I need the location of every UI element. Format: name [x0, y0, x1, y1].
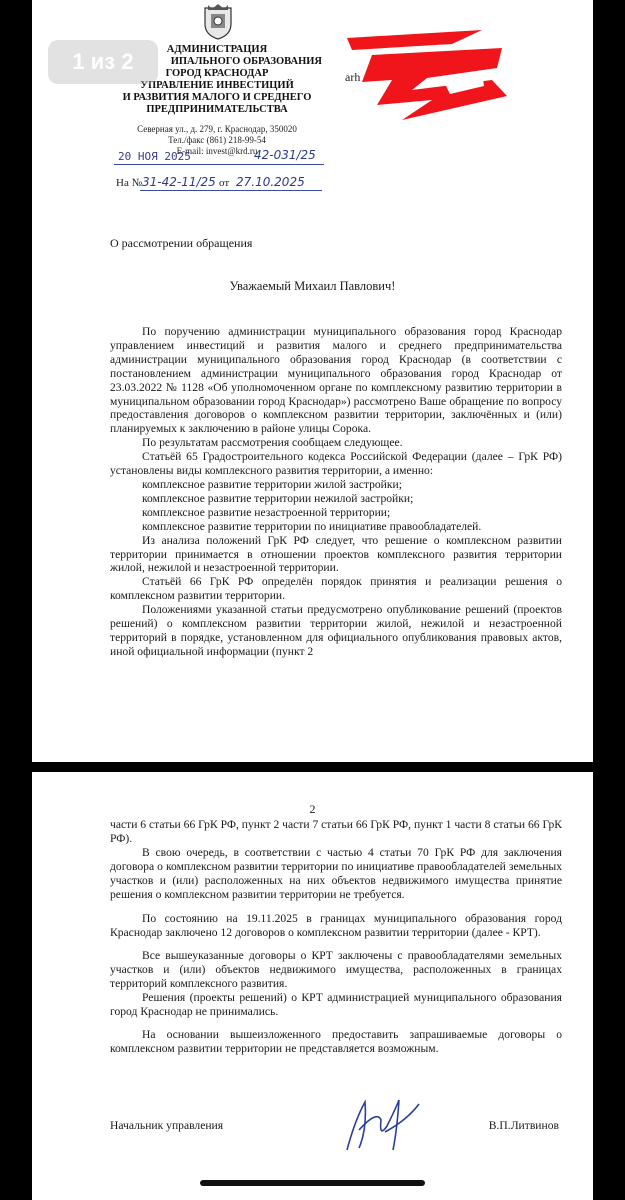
ref-number: 31-42-11/25 — [142, 175, 216, 189]
letter-greeting: Уважаемый Михаил Павлович! — [229, 279, 396, 293]
document-page-2 — [32, 772, 593, 1200]
ref-line — [140, 190, 322, 191]
letter-body-page-2 — [110, 818, 562, 1056]
ref-date: 27.10.2025 — [236, 175, 305, 189]
letter-body-page-1 — [110, 325, 562, 659]
registration-line — [114, 164, 324, 165]
document-page-1 — [32, 0, 593, 762]
letterhead-line: АДМИНИСТРАЦИЯ — [166, 44, 268, 55]
paragraph: Статьёй 65 Градостроительного кодекса Российской Федерации (далее – ГрК РФ) установлены виды комплексного развития территории, а именно: — [110, 450, 562, 478]
paragraph: Все вышеуказанные договоры о КРТ заключены с правообладателями земельных участков и (или) объектов недвижимого имущества, расположенных в границах территорий комплексного развития. — [110, 948, 562, 990]
city-crest-icon — [202, 2, 234, 40]
paragraph: По результатам рассмотрения сообщаем следующее. — [142, 436, 403, 450]
page-number: 2 — [309, 802, 316, 816]
paragraph: Статьёй 66 ГрК РФ определён порядок принятия и реализации решения о комплексном развитии территории. — [110, 575, 562, 603]
address-line: E-mail: invest@krd.ru — [176, 146, 258, 156]
paragraph: Решения (проекты решений) о КРТ администрацией муниципального образования город Краснодар не принимались. — [110, 991, 562, 1019]
handwritten-signature — [337, 1090, 427, 1160]
letterhead-line: ПРЕДПРИНИМАТЕЛЬСТВА — [146, 104, 288, 115]
paragraph: Положениями указанной статьи предусмотрено опубликование решений (проектов решений) о комплексном развитии территории жилой, нежилой и незастроенной территорий в порядке, установленном для официального опубликования правовых актов, иной официальной информации (пункт 2 — [110, 603, 562, 658]
home-indicator[interactable] — [200, 1180, 425, 1186]
paragraph: По поручению администрации муниципального образования город Краснодар управлением инвестиций и развития малого и среднего предпринимательства администрации муниципального образования город Краснодар (в соответствии с постановлением администрации муниципального образования город Краснодар от 23.03.2022 № 1128 «Об уполномоченном органе по комплексному развитию территории в муниципальном образовании город Краснодар») рассмотрено Ваше обращение по вопросу предоставления договоров о комплексном развитии территории, заключённых и (или) планируемых к заключению в районе улицы Сорока. — [110, 325, 562, 436]
list-item: комплексное развитие территории нежилой застройки; — [142, 491, 414, 505]
address-line: Северная ул., д. 279, г. Краснодар, 350020 — [137, 124, 297, 134]
signatory-position: Начальник управления — [110, 1119, 224, 1132]
list-item: комплексное развитие территории жилой застройки; — [142, 477, 402, 491]
letterhead-line: И РАЗВИТИЯ МАЛОГО И СРЕДНЕГО — [122, 92, 312, 103]
paragraph: Из анализа положений ГрК РФ следует, что решение о комплексном развитии территории принимается в отношении проектов комплексного развития территории жилой, нежилой и незастроенной территории. — [110, 533, 562, 575]
paragraph: На основании вышеизложенного предоставить запрашиваемые договоры о комплексном развитии территории не представляется возможным. — [110, 1028, 562, 1056]
letterhead-line: ИПАЛЬНОГО ОБРАЗОВАНИЯ — [170, 56, 322, 67]
list-item: комплексное развитие незастроенной территории; — [142, 505, 391, 519]
page-counter: 1 из 2 — [48, 40, 158, 84]
address-line: Тел./факс (861) 218-99-54 — [168, 135, 266, 145]
ref-from: от — [219, 177, 230, 189]
recipient-fragment: arh — [345, 70, 361, 84]
list-item: комплексное развитие территории по инициативе правообладателей. — [142, 519, 482, 533]
letterhead-line: ГОРОД КРАСНОДАР — [165, 68, 269, 79]
paragraph: части 6 статьи 66 ГрК РФ, пункт 2 части 7 статьи 66 ГрК РФ, пункт 1 части 8 статьи 66 ГрК РФ). — [110, 818, 562, 846]
letter-subject: О рассмотрении обращения — [110, 236, 253, 250]
paragraph: В свою очередь, в соответствии с частью 4 статьи 70 ГрК РФ для заключения договора о комплексном развитии территории по инициативе правообладателей земельных участков и (или) расположенных на них объектов недвижимого имущества принятие решения о комплексном развитии территории не требуется. — [110, 846, 562, 902]
paragraph: По состоянию на 19.11.2025 в границах муниципального образования город Краснодар заключено 12 договоров о комплексном развитии территории (далее - КРТ). — [110, 911, 562, 939]
ref-prefix: На № — [116, 177, 143, 189]
registration-date-stamp: 20 НОЯ 2025 — [118, 150, 191, 163]
letterhead-line: УПРАВЛЕНИЕ ИНВЕСТИЦИЙ — [140, 80, 294, 91]
signatory-name: В.П.Литвинов — [488, 1119, 559, 1132]
outgoing-number: 42-031/25 — [254, 148, 316, 162]
